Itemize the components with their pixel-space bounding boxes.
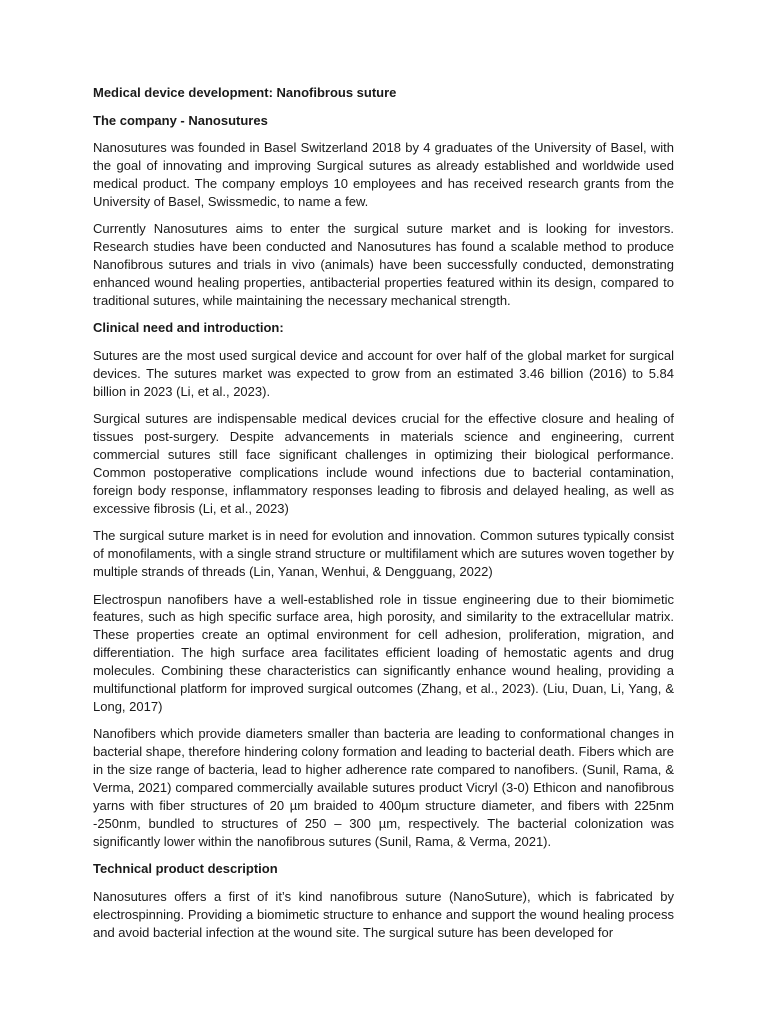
document-title: Medical device development: Nanofibrous suture (93, 85, 397, 100)
section-heading-company: The company - Nanosutures (93, 112, 268, 128)
document-page (93, 84, 674, 951)
paragraph: Nanosutures offers a first of it’s kind nanofibrous suture (NanoSuture), which is fabricated by electrospinning. Providing a biomimetic structure to enhance and support the wound healing process and avoid bacterial infection at the wound site. The surgical suture has been developed for (93, 888, 674, 940)
section-heading-clinical-need: Clinical need and introduction: (93, 320, 284, 336)
section-heading-technical-description: Technical product description (93, 861, 278, 877)
paragraph: Surgical sutures are indispensable medical devices crucial for the effective closure and healing of tissues post-surgery. Despite advancements in materials science and engineering, current commercial sutures still face significant challenges in optimizing their biological performance. Common postoperative complications include wound infections due to bacterial contamination, foreign body response, inflammatory responses leading to fibrosis and delayed healing, as well as excessive fibrosis (Li, et al., 2023) (93, 411, 674, 516)
paragraph: The surgical suture market is in need for evolution and innovation. Common sutures typically consist of monofilaments, with a single strand structure or multifilament which are sutures woven together by multiple strands of threads (Lin, Yanan, Wenhui, & Dengguang, 2022) (93, 528, 674, 579)
paragraph: Sutures are the most used surgical device and account for over half of the global market for surgical devices. The sutures market was expected to grow from an estimated 3.46 billion (2016) to 5.84 billion in 2023 (Li, et al., 2023). (93, 347, 674, 399)
paragraph: Electrospun nanofibers have a well-established role in tissue engineering due to their biomimetic features, such as high specific surface area, high porosity, and similarity to the extracellular matrix. These properties create an optimal environment for cell adhesion, proliferation, migration, and differentiation. The high surface area facilitates efficient loading of hemostatic agents and drug molecules. Combining these characteristics can significantly enhance wound healing, providing a multifunctional platform for improved surgical outcomes (Zhang, et al., 2023). (Liu, Duan, Li, Yang, & Long, 2017) (93, 591, 674, 714)
paragraph: Currently Nanosutures aims to enter the surgical suture market and is looking for investors. Research studies have been conducted and Nanosutures has found a scalable method to produce Nanofibrous sutures and trials in vivo (animals) have been successfully conducted, demonstrating enhanced wound healing properties, antibacterial properties featured within its design, compared to traditional sutures, while maintaining the necessary mechanical strength. (93, 221, 674, 308)
paragraph: Nanosutures was founded in Basel Switzerland 2018 by 4 graduates of the University of Basel, with the goal of innovating and improving Surgical sutures as already established and worldwide used medical product. The company employs 10 employees and has received research grants from the University of Basel, Swissmedic, to name a few. (93, 140, 674, 209)
paragraph: Nanofibers which provide diameters smaller than bacteria are leading to conformational changes in bacterial shape, therefore hindering colony formation and leading to bacterial death. Fibers which are in the size range of bacteria, lead to higher adherence rate compared to nanofibers. (Sunil, Rama, & Verma, 2021) compared commercially available sutures product Vicryl (3-0) Ethicon and nanofibrous yarns with fiber structures of 20 µm braided to 400µm structure diameter, and fibers with 225nm -250nm, bundled to structures of 250 – 300 µm, respectively. The bacterial colonization was significantly lower within the nanofibrous sutures (Sunil, Rama, & Verma, 2021). (93, 726, 674, 849)
